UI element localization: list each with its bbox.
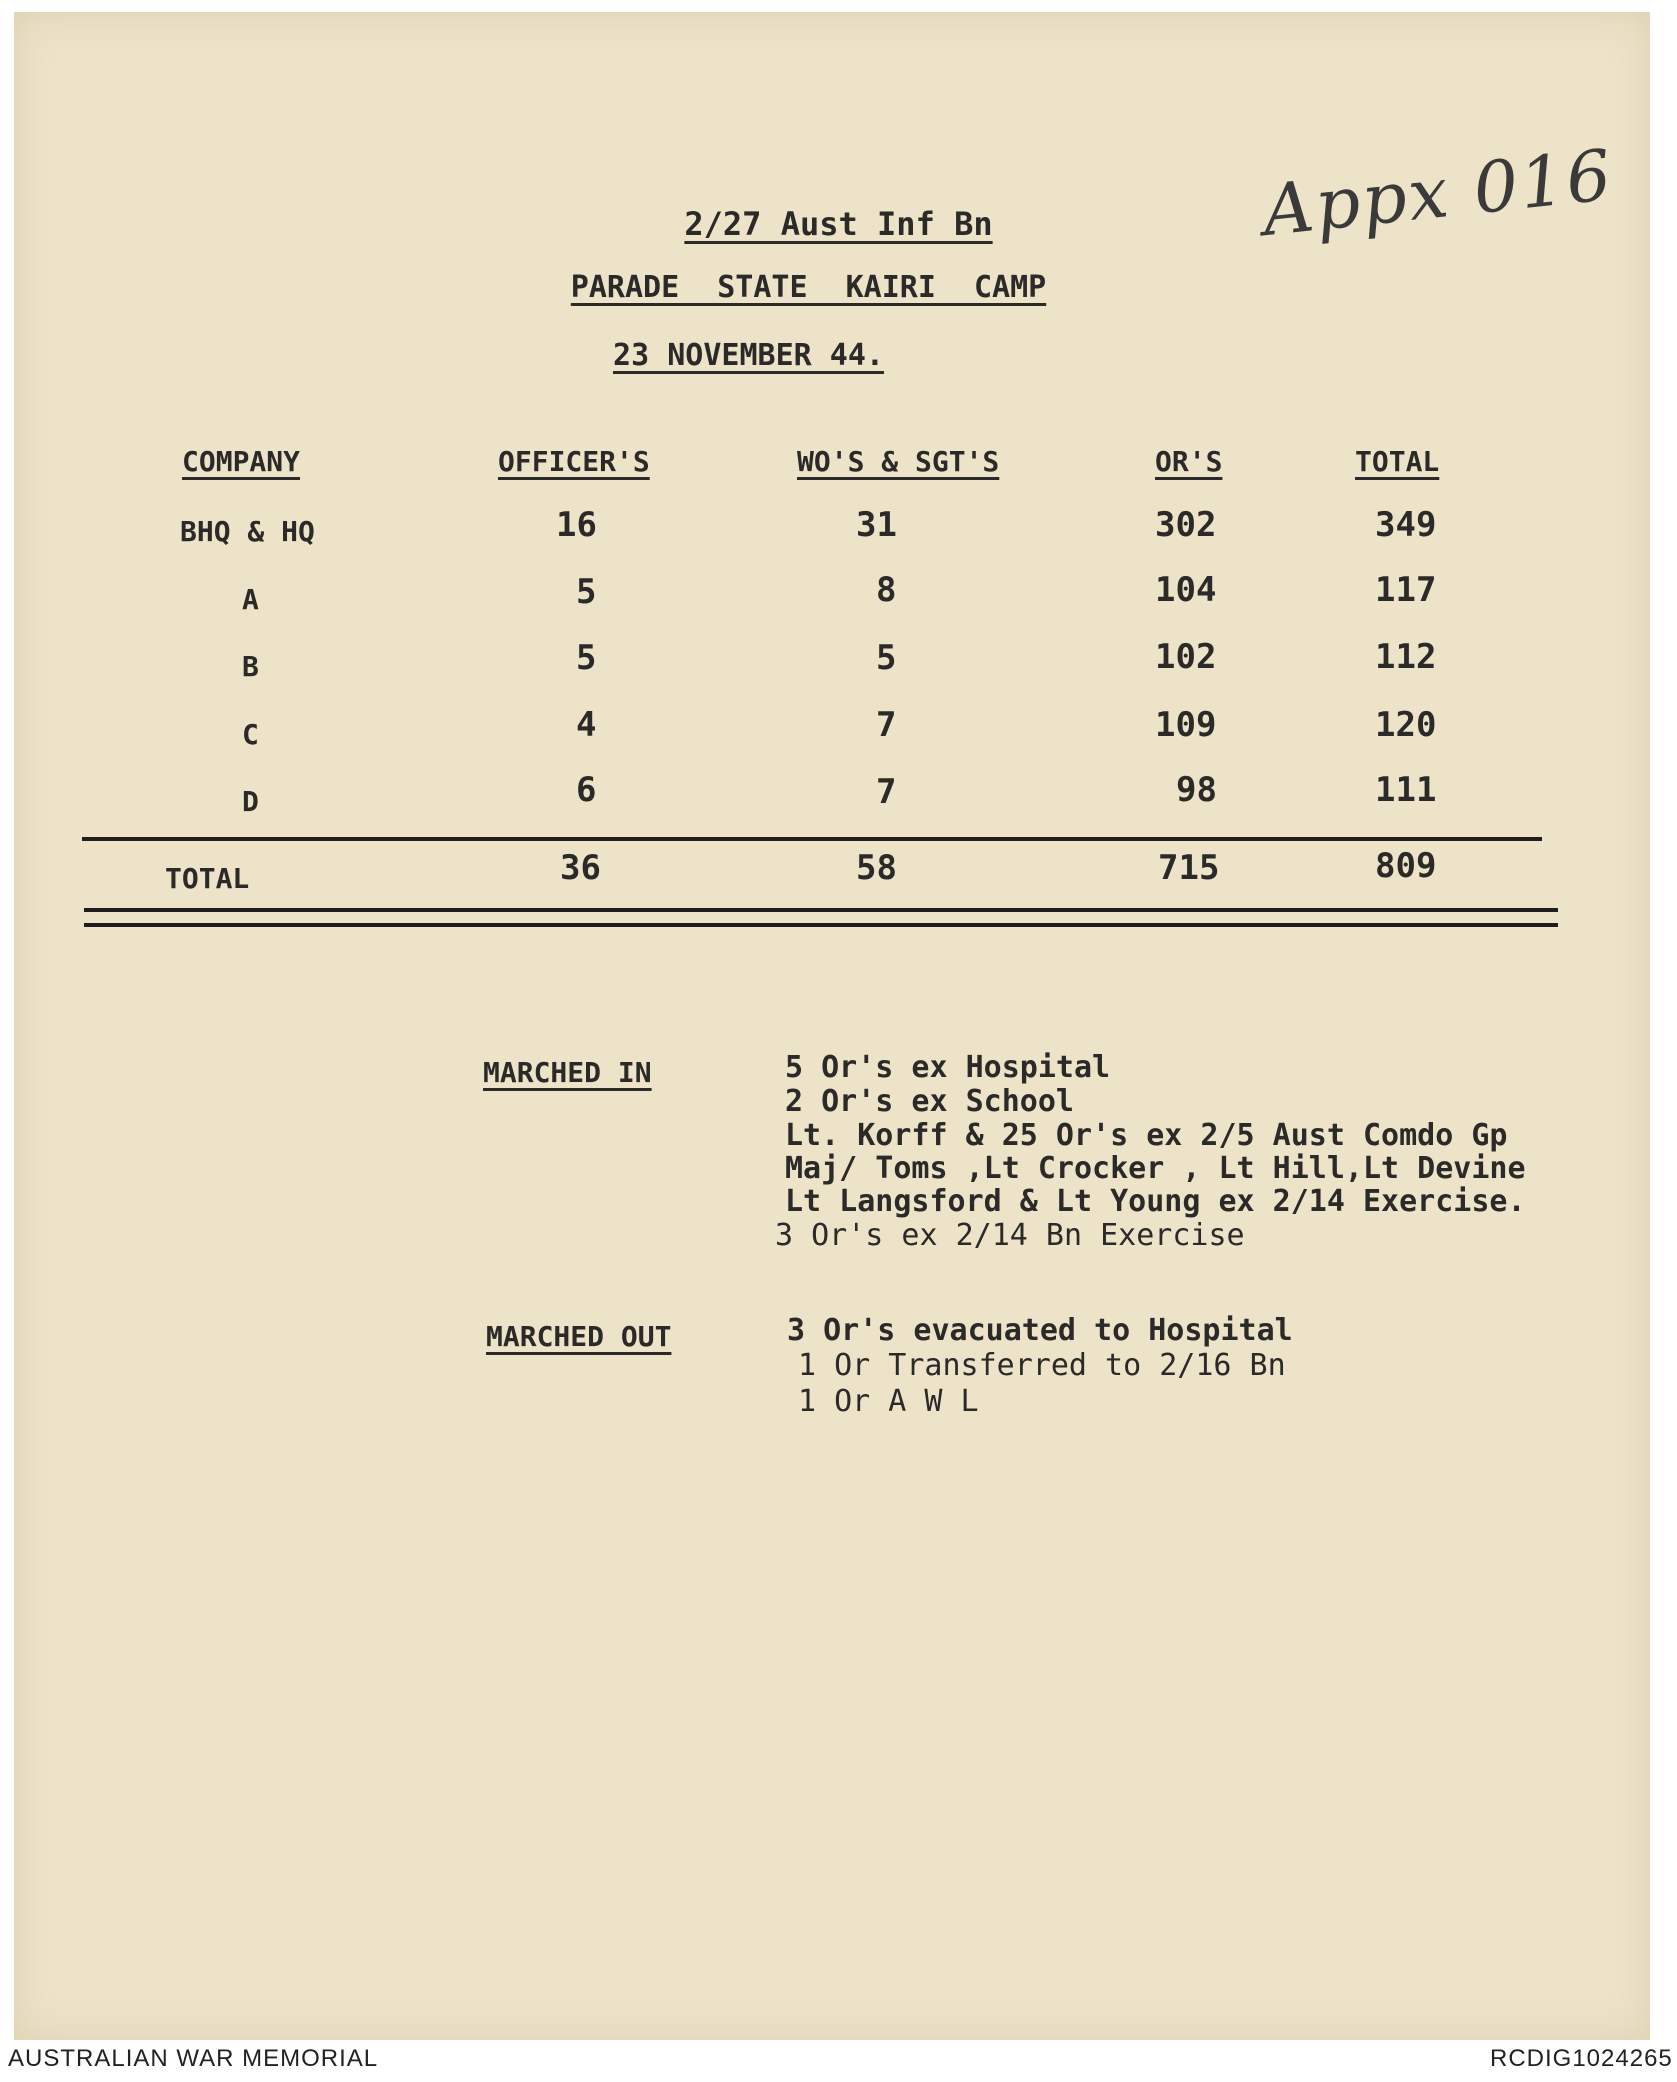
marched-in-entry: 3 Or's ex 2/14 Bn Exercise xyxy=(775,1218,1245,1253)
table-cell-ors: 98 xyxy=(1176,770,1217,810)
footer-id: RCDIG1024265 xyxy=(1490,2045,1673,2072)
table-cell-total: 349 xyxy=(1375,505,1437,545)
unit-heading: 2/27 Aust Inf Bn xyxy=(684,205,993,243)
table-cell-ors: 104 xyxy=(1155,570,1217,610)
table-total-officers: 36 xyxy=(560,848,601,888)
table-rule-top xyxy=(82,837,1542,841)
col-header-total: TOTAL xyxy=(1355,445,1440,478)
col-header-company: COMPANY xyxy=(182,445,301,478)
table-cell-wos-sgts: 7 xyxy=(876,772,897,812)
table-total-total: 809 xyxy=(1375,846,1437,886)
marched-in-entry: Lt Langsford & Lt Young ex 2/14 Exercise. xyxy=(785,1184,1526,1219)
table-cell-company: BHQ & HQ xyxy=(180,515,315,548)
table-cell-company: A xyxy=(242,583,259,616)
table-cell-ors: 102 xyxy=(1155,637,1217,677)
table-cell-wos-sgts: 31 xyxy=(856,505,897,545)
marched-in-entry: 5 Or's ex Hospital xyxy=(785,1050,1111,1085)
table-cell-ors: 302 xyxy=(1155,505,1217,545)
marched-in-title: MARCHED IN xyxy=(483,1056,652,1089)
table-cell-total: 117 xyxy=(1375,570,1437,610)
col-header-ors: OR'S xyxy=(1155,445,1223,478)
table-cell-officers: 16 xyxy=(556,505,597,545)
table-cell-company: B xyxy=(242,650,259,683)
marched-out-entry: 1 Or A W L xyxy=(798,1384,979,1419)
table-rule-double-1 xyxy=(84,908,1558,912)
marched-out-entry: 3 Or's evacuated to Hospital xyxy=(787,1313,1293,1348)
col-header-wos-sgts: WO'S & SGT'S xyxy=(797,445,1000,478)
table-cell-officers: 5 xyxy=(576,638,597,678)
table-cell-wos-sgts: 5 xyxy=(876,638,897,678)
table-cell-officers: 6 xyxy=(576,770,597,810)
table-total-wos-sgts: 58 xyxy=(856,848,897,888)
table-cell-company: D xyxy=(242,785,259,818)
marched-in-entry: Maj/ Toms ,Lt Crocker , Lt Hill,Lt Devine xyxy=(785,1151,1526,1186)
table-cell-officers: 5 xyxy=(576,572,597,612)
marched-in-entry: 2 Or's ex School xyxy=(785,1084,1074,1119)
table-cell-total: 120 xyxy=(1375,705,1437,745)
table-total-ors: 715 xyxy=(1158,848,1220,888)
marched-in-entry: Lt. Korff & 25 Or's ex 2/5 Aust Comdo Gp xyxy=(785,1118,1508,1153)
table-total-label: TOTAL xyxy=(165,862,250,895)
document-date: 23 NOVEMBER 44. xyxy=(613,338,884,373)
marched-out-entry: 1 Or Transferred to 2/16 Bn xyxy=(798,1348,1286,1383)
col-header-officers: OFFICER'S xyxy=(498,445,650,478)
table-cell-wos-sgts: 7 xyxy=(876,705,897,745)
table-cell-wos-sgts: 8 xyxy=(876,570,897,610)
table-cell-total: 111 xyxy=(1375,770,1437,810)
table-cell-total: 112 xyxy=(1375,637,1437,677)
footer-source: AUSTRALIAN WAR MEMORIAL xyxy=(8,2045,379,2072)
table-rule-double-2 xyxy=(84,923,1558,927)
table-cell-officers: 4 xyxy=(576,705,597,745)
document-page xyxy=(14,12,1650,2040)
table-cell-company: C xyxy=(242,718,259,751)
marched-out-title: MARCHED OUT xyxy=(486,1320,672,1353)
document-title: PARADE STATE KAIRI CAMP xyxy=(570,270,1047,305)
table-cell-ors: 109 xyxy=(1155,705,1217,745)
handwritten-annotation: Appx 016 xyxy=(1258,133,1617,253)
